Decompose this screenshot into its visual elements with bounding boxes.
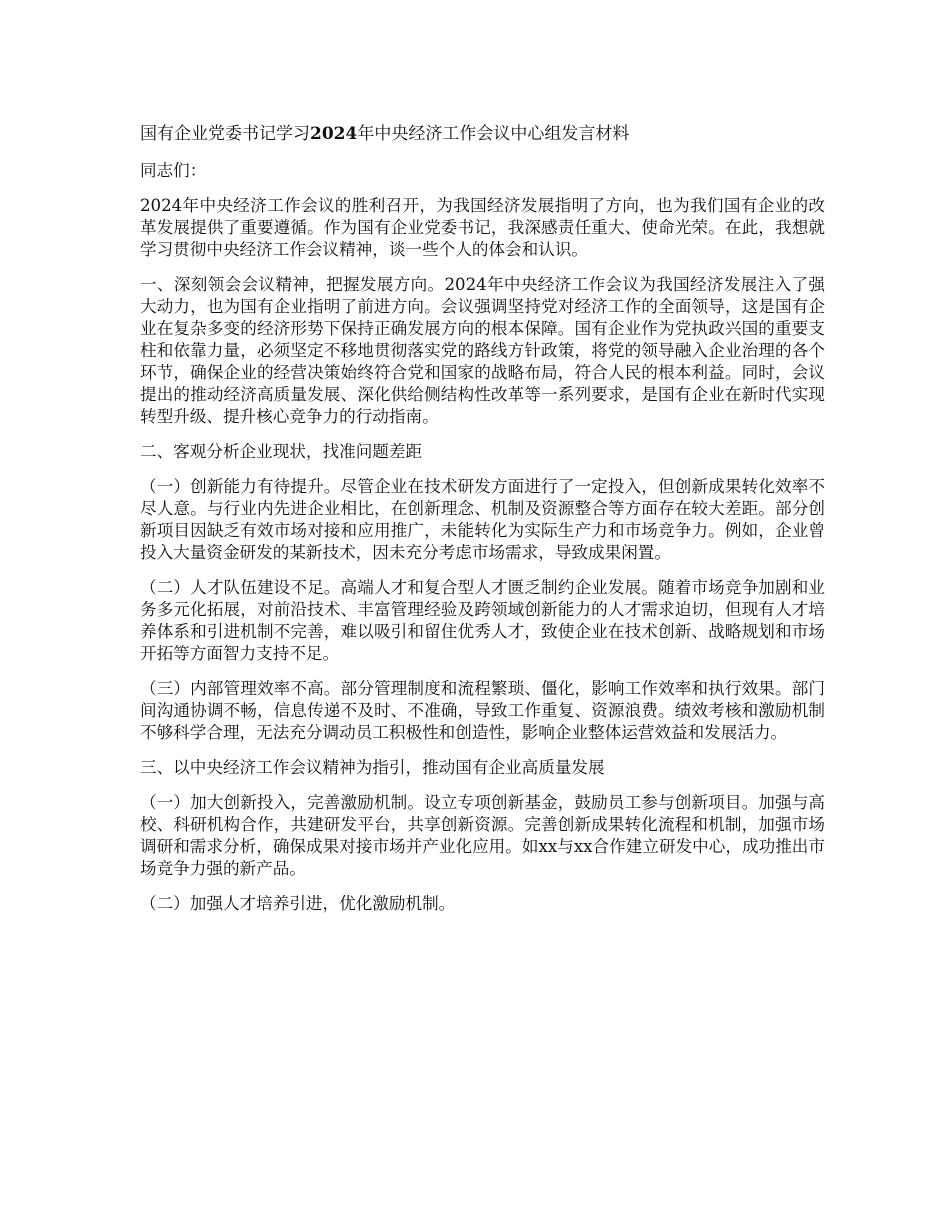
section-2-heading: 二、客观分析企业现状，找准问题差距 <box>140 442 423 461</box>
section-3-paragraph-2: （二）加强人才培养引进，优化激励机制。 <box>140 894 456 913</box>
title-year: 2024 <box>310 124 358 144</box>
section-2-paragraph-2: （二）人才队伍建设不足。高端人才和复合型人才匮乏制约企业发展。随着市场竞争加剧和业务多元化拓展，对前沿技术、丰富管理经验及跨领域创新能力的人才需求迫切，但现有人才培养体系和引进机制不完善，难以吸引和留住优秀人才，致使企业在技术创新、战略规划和市场开拓等方面智力支持不足。 <box>140 578 825 663</box>
section-3-heading: 三、以中央经济工作会议精神为指引，推动国有企业高质量发展 <box>140 758 605 777</box>
section-2-paragraph-3: （三）内部管理效率不高。部分管理制度和流程繁琐、僵化，影响工作效率和执行效果。部门间沟通协调不畅，信息传递不及时、不准确，导致工作重复、资源浪费。绩效考核和激励机制不够科学合理，无法充分调动员工积极性和创造性，影响企业整体运营效益和发展活力。 <box>140 679 825 742</box>
title-suffix: 年中央经济工作会议中心组发言材料 <box>357 124 630 144</box>
document-page <box>140 122 825 928</box>
document-title <box>140 122 825 146</box>
title-prefix: 国有企业党委书记学习 <box>140 124 310 144</box>
section-3-paragraph-1: （一）加大创新投入，完善激励机制。设立专项创新基金，鼓励员工参与创新项目。加强与高校、科研机构合作，共建研发平台，共享创新资源。完善创新成果转化流程和机制，加强市场调研和需求分析，确保成果对接市场并产业化应用。如xx与xx合作建立研发中心，成功推出市场竞争力强的新产品。 <box>140 793 825 878</box>
section-1-paragraph: 一、深刻领会会议精神，把握发展方向。2024年中央经济工作会议为我国经济发展注入了强大动力，也为国有企业指明了前进方向。会议强调坚持党对经济工作的全面领导，这是国有企业在复杂多变的经济形势下保持正确发展方向的根本保障。国有企业作为党执政兴国的重要支柱和依靠力量，必须坚定不移地贯彻落实党的路线方针政策，将党的领导融入企业治理的各个环节，确保企业的经营决策始终符合党和国家的战略布局，符合人民的根本利益。同时，会议提出的推动经济高质量发展、深化供给侧结构性改革等一系列要求，是国有企业在新时代实现转型升级、提升核心竞争力的行动指南。 <box>140 275 825 426</box>
intro-paragraph: 2024年中央经济工作会议的胜利召开，为我国经济发展指明了方向，也为我们国有企业的改革发展提供了重要遵循。作为国有企业党委书记，我深感责任重大、使命光荣。在此，我想就学习贯彻中央经济工作会议精神，谈一些个人的体会和认识。 <box>140 196 825 259</box>
section-2-paragraph-1: （一）创新能力有待提升。尽管企业在技术研发方面进行了一定投入，但创新成果转化效率不尽人意。与行业内先进企业相比，在创新理念、机制及资源整合等方面存在较大差距。部分创新项目因缺乏有效市场对接和应用推广，未能转化为实际生产力和市场竞争力。例如，企业曾投入大量资金研发的某新技术，因未充分考虑市场需求，导致成果闲置。 <box>140 477 825 562</box>
greeting: 同志们： <box>140 161 207 180</box>
